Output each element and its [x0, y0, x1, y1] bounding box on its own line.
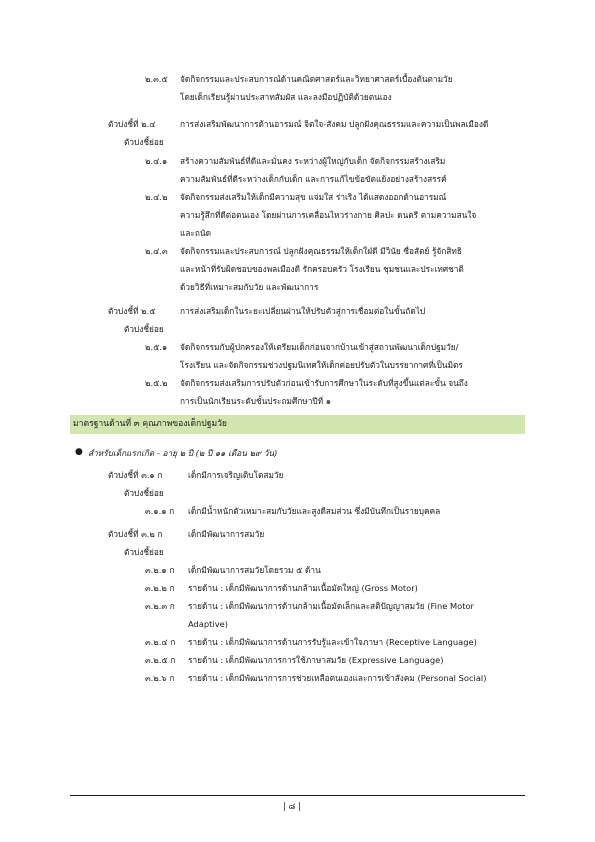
item-text: รายด้าน : เด็กมีพัฒนาการการช่วยเหลือตนเองและการเข้าสังคม (Personal Social): [188, 673, 487, 683]
item-number: ๓.๒.๔ ก: [145, 637, 176, 647]
indicator-title: การส่งเสริมเด็กในระยะเปลี่ยนผ่านให้ปรับตัวสู่การเชื่อมต่อในขั้นถัดไป: [180, 306, 426, 316]
item-text: เด็กมีพัฒนาการสมวัยโดยรวม ๕ ด้าน: [188, 565, 321, 575]
item-number: ๓.๒.๑ ก: [145, 565, 175, 575]
item-text: และหน้าที่รับผิดชอบของพลเมืองดี รักครอบครัว โรงเรียน ชุมชนและประเทศชาติ: [180, 264, 464, 274]
item-text: เด็กมีน้ำหนักตัวเหมาะสมกับวัยและสูงดีสมส่วน ซึ่งมีบันทึกเป็นรายบุคคล: [188, 506, 441, 516]
sub-indicator-label: ตัวบ่งชี้ย่อย: [124, 547, 164, 557]
item-number: ๒.๔.๒: [145, 192, 168, 202]
item-number: ๓.๒.๒ ก: [145, 583, 175, 593]
footer-rule: [70, 795, 525, 796]
sub-indicator-label: ตัวบ่งชี้ย่อย: [124, 324, 164, 334]
item-number: ๒.๓.๕: [145, 74, 168, 84]
indicator-label: ตัวบ่งชี้ที่ ๓.๒ ก: [108, 529, 163, 539]
item-number: ๓.๑.๑ ก: [145, 506, 175, 516]
item-text: โรงเรียน และจัดกิจกรรมช่วงปฐมนิเทศให้เด็กค่อยปรับตัวในบรรยากาศที่เป็นมิตร: [180, 360, 463, 370]
item-number: ๒.๕.๒: [145, 378, 168, 388]
indicator-title: เด็กมีการเจริญเติบโตสมวัย: [188, 470, 284, 480]
bullet-icon: ●: [75, 447, 83, 457]
item-text: จัดกิจกรรมส่งเสริมให้เด็กมีความสุข แจ่มใส ร่าเริง ได้แสดงออกด้านอารมณ์: [180, 192, 447, 202]
item-text: จัดกิจกรรมและประสบการณ์ด้านคณิตศาสตร์และวิทยาศาสตร์เบื้องต้นตามวัย: [180, 74, 453, 84]
item-number: ๓.๒.๕ ก: [145, 655, 176, 665]
age-group-heading: สำหรับเด็กแรกเกิด - อายุ ๒ ปี (๒ ปี ๑๑ เดือน ๒๙ วัน): [88, 448, 278, 458]
item-number: ๒.๕.๑: [145, 342, 168, 352]
item-number: ๓.๒.๖ ก: [145, 673, 175, 683]
item-text: ความรู้สึกที่ดีต่อตนเอง โดยผ่านการเคลื่อนไหวร่างกาย ศิลปะ ดนตรี ตามความสนใจ: [180, 210, 477, 220]
item-text: การเป็นนักเรียนระดับชั้นประถมศึกษาปีที่ ๑: [180, 396, 332, 406]
item-text: รายด้าน : เด็กมีพัฒนาการการใช้ภาษาสมวัย (Expressive Language): [188, 655, 444, 665]
item-number: ๒.๔.๓: [145, 246, 168, 256]
item-text: ด้วยวิธีที่เหมาะสมกับวัย และพัฒนาการ: [180, 282, 319, 292]
sub-indicator-label: ตัวบ่งชี้ย่อย: [124, 488, 164, 498]
indicator-title: การส่งเสริมพัฒนาการด้านอารมณ์ จิตใจ-สังคม ปลูกฝังคุณธรรมและความเป็นพลเมืองดี: [180, 119, 489, 129]
item-text: จัดกิจกรรมส่งเสริมการปรับตัวก่อนเข้ารับการศึกษาในระดับที่สูงขึ้นแต่ละขั้น จนถึง: [180, 378, 468, 388]
item-text: รายด้าน : เด็กมีพัฒนาการด้านการรับรู้และเข้าใจภาษา (Receptive Language): [188, 637, 477, 647]
item-text: ความสัมพันธ์ที่ดีระหว่างเด็กกับเด็ก และการแก้ไขข้อขัดแย้งอย่างสร้างสรรค์: [180, 174, 447, 184]
item-number: ๓.๒.๓ ก: [145, 601, 175, 611]
item-text: จัดกิจกรรมและประสบการณ์ ปลูกฝังคุณธรรมให้เด็กใฝ่ดี มีวินัย ซื่อสัตย์ รู้จักสิทธิ: [180, 246, 462, 256]
item-text: รายด้าน : เด็กมีพัฒนาการด้านกล้ามเนื้อมัดใหญ่ (Gross Motor): [188, 583, 418, 593]
item-text: และถนัด: [180, 228, 211, 238]
indicator-label: ตัวบ่งชี้ที่ ๒.๔: [108, 119, 156, 129]
item-text: โดยเด็กเรียนรู้ผ่านประสาทสัมผัส และลงมือปฏิบัติด้วยตนเอง: [180, 92, 392, 102]
item-text: จัดกิจกรรมกับผู้ปกครองให้เตรียมเด็กก่อนจากบ้านเข้าสู่สถานพัฒนาเด็กปฐมวัย/: [180, 342, 459, 352]
section-header: มาตรฐานด้านที่ ๓ คุณภาพของเด็กปฐมวัย: [73, 419, 227, 429]
item-text: รายด้าน : เด็กมีพัฒนาการด้านกล้ามเนื้อมัดเล็กและสติปัญญาสมวัย (Fine Motor: [188, 601, 474, 611]
sub-indicator-label: ตัวบ่งชี้ย่อย: [124, 137, 164, 147]
item-text: Adaptive): [188, 619, 228, 629]
page-number: | ๘ |: [283, 802, 301, 812]
indicator-label: ตัวบ่งชี้ที่ ๒.๕: [108, 306, 156, 316]
indicator-label: ตัวบ่งชี้ที่ ๓.๑ ก: [108, 470, 163, 480]
item-number: ๒.๔.๑: [145, 156, 168, 166]
item-text: สร้างความสัมพันธ์ที่ดีและมั่นคง ระหว่างผู้ใหญ่กับเด็ก จัดกิจกรรมสร้างเสริม: [180, 156, 446, 166]
indicator-title: เด็กมีพัฒนาการสมวัย: [188, 529, 265, 539]
